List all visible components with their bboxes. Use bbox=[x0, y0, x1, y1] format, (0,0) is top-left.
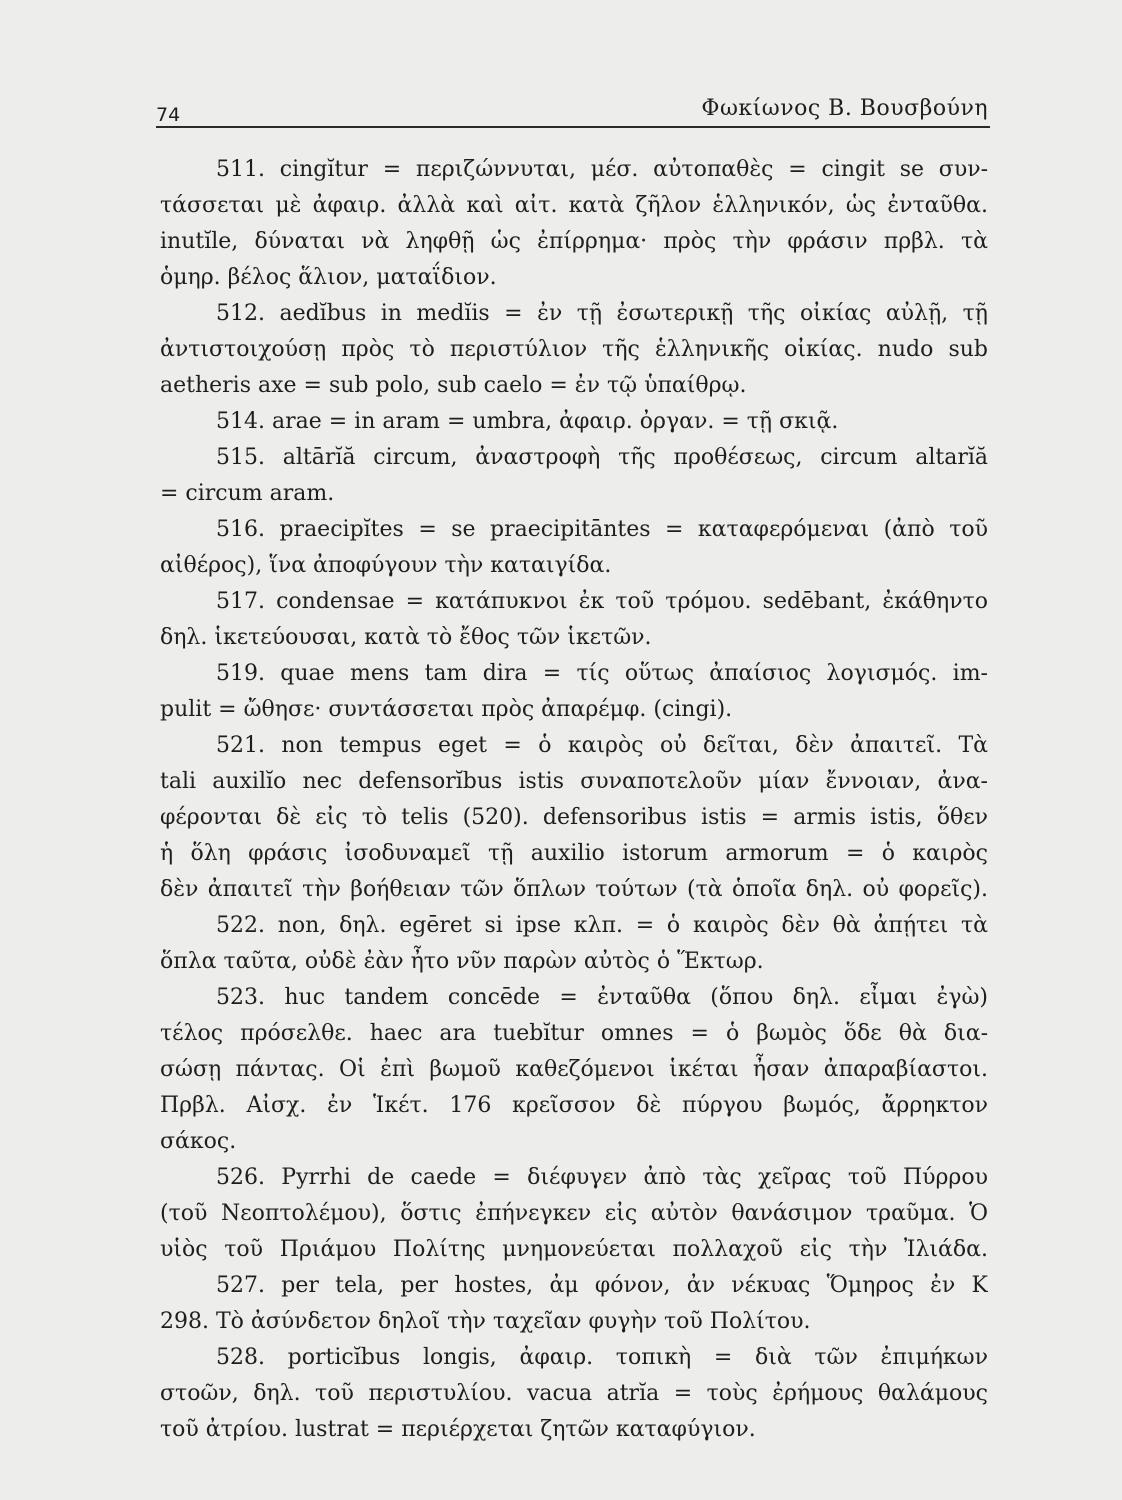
text-line: 512. aedĭbus in medĭis = ἐν τῇ ἐσωτερικῇ τῆς οἰκίας αὐλῇ, τῇ bbox=[216, 301, 988, 326]
text-line: τοῦ ἀτρίου. lustrat = περιέρχεται ζητῶν καταφύγιον. bbox=[160, 1417, 756, 1442]
text-line: 528. porticĭbus longis, ἀφαιρ. τοπικὴ = διὰ τῶν ἐπιμήκων bbox=[216, 1345, 988, 1370]
running-head-title: Φωκίωνος Β. Βουσβούνη bbox=[701, 96, 988, 121]
text-line: 516. praecipĭtes = se praecipitāntes = καταφερόμεναι (ἀπὸ τοῦ bbox=[216, 517, 988, 542]
text-line: ἡ ὅλη φράσις ἰσοδυναμεῖ τῇ auxilio istorum armorum = ὁ καιρὸς bbox=[160, 841, 988, 866]
text-line: 511. cingĭtur = περιζώννυται, μέσ. αὐτοπαθὲς = cingit se συν- bbox=[216, 157, 988, 182]
text-line: τάσσεται μὲ ἀφαιρ. ἀλλὰ καὶ αἰτ. κατὰ ζῆλον ἑλληνικόν, ὡς ἐνταῦθα. bbox=[160, 193, 988, 218]
text-line: σώσῃ πάντας. Οἱ ἐπὶ βωμοῦ καθεζόμενοι ἱκέται ἦσαν ἀπαραβίαστοι. bbox=[160, 1057, 988, 1082]
text-line: ἀντιστοιχούσῃ πρὸς τὸ περιστύλιον τῆς ἑλληνικῆς οἰκίας. nudo sub bbox=[160, 337, 988, 362]
running-head bbox=[156, 96, 990, 126]
text-line: ὅπλα ταῦτα, οὐδὲ ἐὰν ἦτο νῦν παρὼν αὐτὸς ὁ Ἕκτωρ. bbox=[160, 949, 764, 974]
text-line: Πρβλ. Αἰσχ. ἐν Ἱκέτ. 176 κρεῖσσον δὲ πύργου βωμός, ἄρρηκτον bbox=[160, 1093, 988, 1118]
text-line: ὁμηρ. βέλος ἅλιον, ματαΐδιον. bbox=[160, 265, 497, 290]
text-line: στοῶν, δηλ. τοῦ περιστυλίου. vacua atrĭa = τοὺς ἐρήμους θαλάμους bbox=[160, 1381, 988, 1406]
text-line: αἰθέρος), ἵνα ἀποφύγουν τὴν καταιγίδα. bbox=[160, 553, 612, 578]
commentary-text bbox=[160, 152, 988, 1448]
text-line: 526. Pyrrhi de caede = διέφυγεν ἀπὸ τὰς χεῖρας τοῦ Πύρρου bbox=[216, 1165, 988, 1190]
header-rule bbox=[156, 126, 990, 128]
text-line: pulit = ὤθησε· συντάσσεται πρὸς ἀπαρέμφ. (cingi). bbox=[160, 697, 733, 722]
text-line: 517. condensae = κατάπυκνοι ἐκ τοῦ τρόμου. sedēbant, ἐκάθηντο bbox=[216, 589, 988, 614]
text-line: 514. arae = in aram = umbra, ἀφαιρ. ὀργαν. = τῇ σκιᾷ. bbox=[216, 409, 839, 434]
text-line: 521. non tempus eget = ὁ καιρὸς οὐ δεῖται, δὲν ἀπαιτεῖ. Τὰ bbox=[216, 733, 988, 758]
text-line: 527. per tela, per hostes, ἀμ φόνον, ἀν νέκυας Ὅμηρος ἐν Κ bbox=[216, 1273, 988, 1298]
text-line: aetheris axe = sub polo, sub caelo = ἐν τῷ ὑπαίθρῳ. bbox=[160, 373, 747, 398]
page-number: 74 bbox=[156, 104, 181, 126]
text-line: φέρονται δὲ εἰς τὸ telis (520). defensoribus istis = armis istis, ὅθεν bbox=[160, 805, 988, 830]
text-line: 522. non, δηλ. egēret si ipse κλπ. = ὁ καιρὸς δὲν θὰ ἀπῄτει τὰ bbox=[216, 913, 988, 938]
text-line: τέλος πρόσελθε. haec ara tuebĭtur omnes = ὁ βωμὸς ὅδε θὰ δια- bbox=[160, 1021, 988, 1046]
text-line: = circum aram. bbox=[160, 481, 335, 506]
text-line: tali auxilĭo nec defensorĭbus istis συναποτελοῦν μίαν ἔννοιαν, ἀνα- bbox=[160, 769, 988, 794]
text-line: 523. huc tandem concēde = ἐνταῦθα (ὅπου δηλ. εἶμαι ἐγὼ) bbox=[216, 985, 988, 1010]
text-line: δὲν ἀπαιτεῖ τὴν βοήθειαν τῶν ὅπλων τούτων (τὰ ὁποῖα δηλ. οὐ φορεῖς). bbox=[160, 877, 988, 902]
text-line: 515. altārĭă circum, ἀναστροφὴ τῆς προθέσεως, circum altarĭă bbox=[216, 445, 988, 470]
text-line: δηλ. ἱκετεύουσαι, κατὰ τὸ ἔθος τῶν ἱκετῶν. bbox=[160, 625, 652, 650]
text-line: inutĭle, δύναται νὰ ληφθῇ ὡς ἐπίρρημα· πρὸς τὴν φράσιν πρβλ. τὰ bbox=[160, 229, 988, 254]
text-line: 298. Τὸ ἀσύνδετον δηλοῖ τὴν ταχεῖαν φυγὴν τοῦ Πολίτου. bbox=[160, 1309, 811, 1334]
text-line: υἱὸς τοῦ Πριάμου Πολίτης μνημονεύεται πολλαχοῦ εἰς τὴν Ἰλιάδα. bbox=[160, 1237, 988, 1262]
text-line: σάκος. bbox=[160, 1129, 237, 1154]
text-line: (τοῦ Νεοπτολέμου), ὅστις ἐπήνεγκεν εἰς αὐτὸν θανάσιμον τραῦμα. Ὁ bbox=[160, 1201, 988, 1226]
text-line: 519. quae mens tam dira = τίς οὕτως ἀπαίσιος λογισμός. im- bbox=[216, 661, 988, 686]
